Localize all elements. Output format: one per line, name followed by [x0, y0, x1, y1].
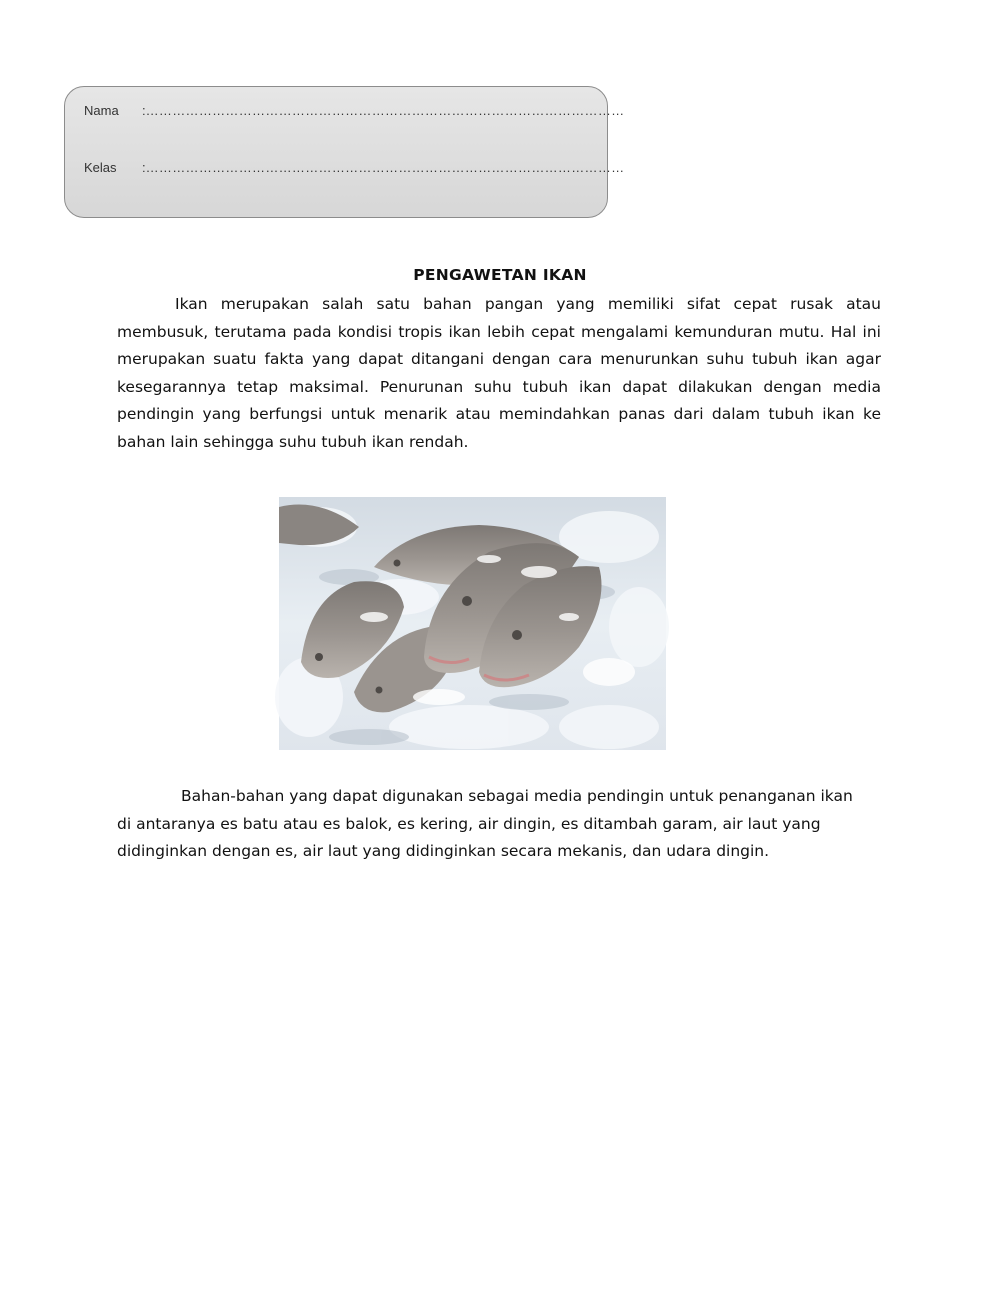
fish-back-eye [394, 560, 401, 567]
name-label: Nama [84, 103, 119, 118]
name-row [84, 103, 625, 118]
fish-middle-eye [462, 596, 472, 606]
fish-left-eye [315, 653, 323, 661]
class-colon: : [142, 160, 146, 175]
student-identity-box [64, 86, 625, 218]
document-title: PENGAWETAN IKAN [413, 266, 587, 284]
class-label: Kelas [84, 160, 117, 175]
fish-on-ice-photo [279, 497, 666, 750]
intro-paragraph: Ikan merupakan salah satu bahan pangan yang memiliki sifat cepat rusak atau membusuk, terutama pada kondisi tropis ikan lebih cepat mengalami kemunduran mutu. Hal ini merupakan suatu fakta yang dapat ditangani dengan cara menurunkan suhu tubuh ikan agar kesegarannya tetap maksimal. Penurunan suhu tubuh ikan dapat dilakukan dengan media pendingin yang berfungsi untuk menarik atau memindahkan panas dari dalam tubuh ikan ke bahan lain sehingga suhu tubuh ikan rendah. [117, 295, 881, 451]
class-blank[interactable]: ……………………………………………………………………………………………… [145, 160, 625, 175]
fish-front-eye [512, 630, 522, 640]
class-row [84, 160, 625, 175]
cooling-media-paragraph: Bahan-bahan yang dapat digunakan sebagai media pendingin untuk penanganan ikan di antaranya es batu atau es balok, es kering, air dingin, es ditambah garam, air laut yang didinginkan dengan es, air laut yang didinginkan secara mekanis, dan udara dingin. [117, 787, 853, 860]
name-blank[interactable]: ……………………………………………………………………………………………… [145, 103, 625, 118]
name-colon: : [142, 103, 146, 118]
fish-illustration [279, 497, 666, 750]
fish-center-low-eye [376, 687, 383, 694]
